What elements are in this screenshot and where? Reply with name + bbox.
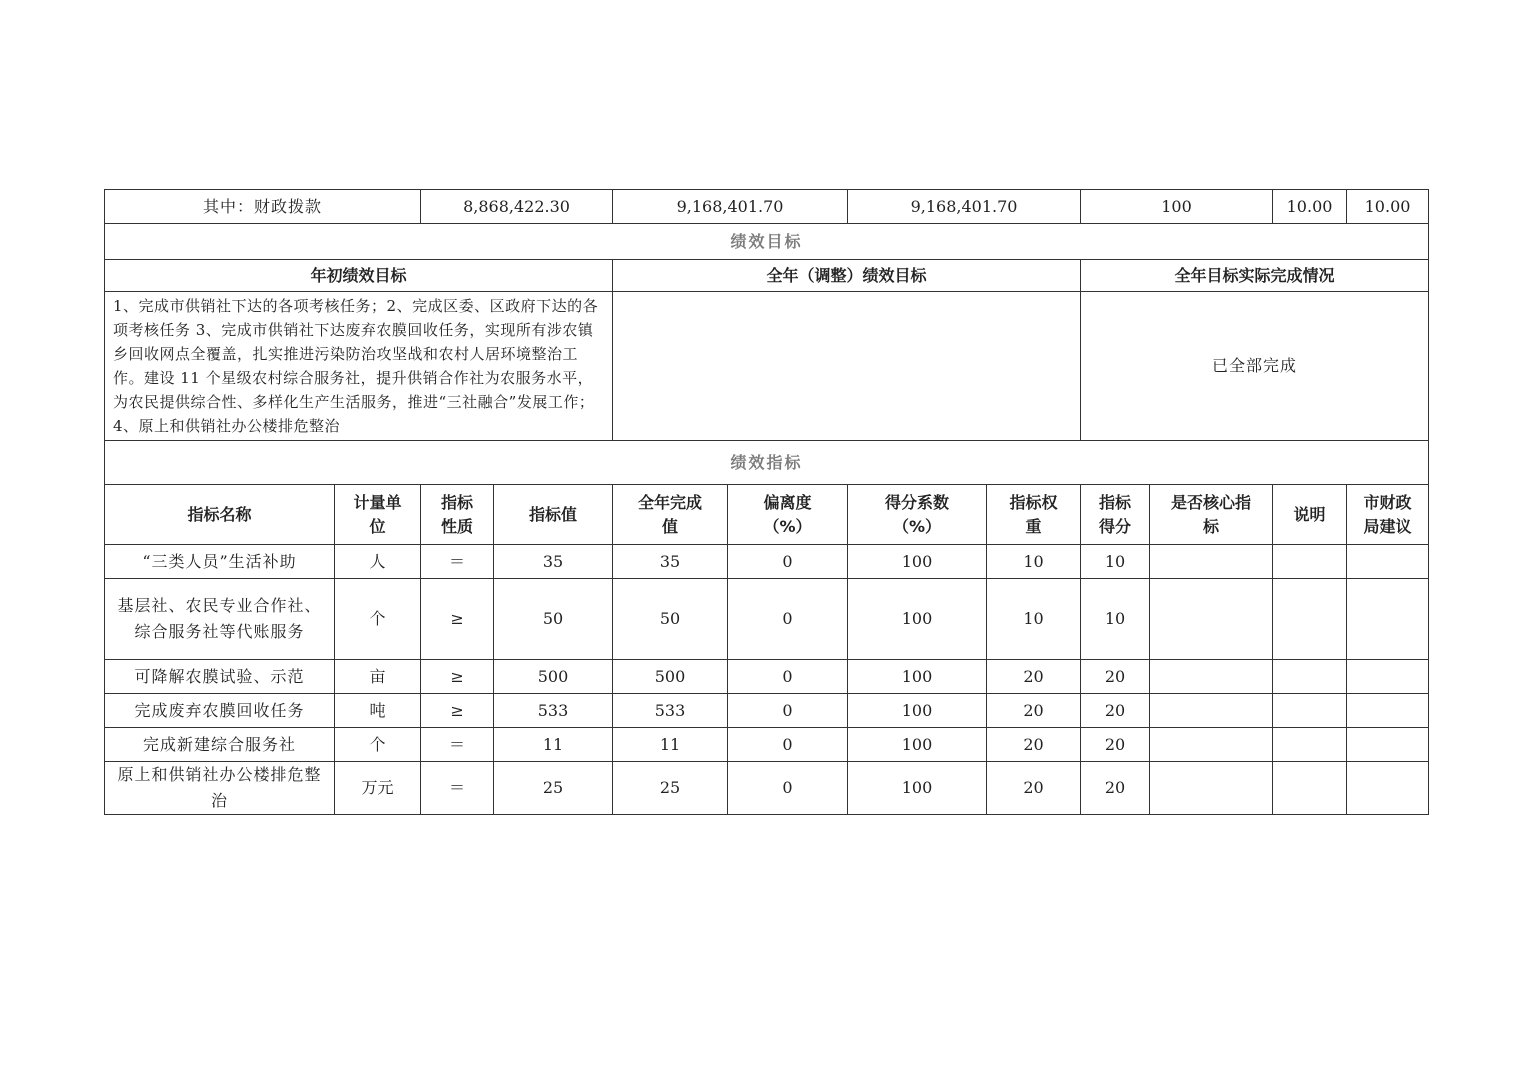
indicator-note xyxy=(1273,728,1347,762)
indicator-score: 10 xyxy=(1081,579,1150,660)
indicators-section-title: 绩效指标 xyxy=(105,441,1429,485)
indicator-name: 原上和供销社办公楼排危整治 xyxy=(105,762,335,815)
indicator-unit: 个 xyxy=(335,579,421,660)
performance-table xyxy=(104,189,1429,815)
indicator-core xyxy=(1150,762,1273,815)
indicator-nature: ≥ xyxy=(421,579,494,660)
indicator-header-row xyxy=(105,485,1429,545)
table-row xyxy=(105,762,1429,815)
header-suggest: 市财政 局建议 xyxy=(1347,485,1429,545)
indicator-name: 完成新建综合服务社 xyxy=(105,728,335,762)
indicator-nature: ≥ xyxy=(421,660,494,694)
indicator-unit: 个 xyxy=(335,728,421,762)
indicator-note xyxy=(1273,694,1347,728)
header-score-coef: 得分系数 （%） xyxy=(848,485,987,545)
indicator-coef: 100 xyxy=(848,545,987,579)
adjusted-goal-header: 全年（调整）绩效目标 xyxy=(613,260,1081,292)
indicator-name: “三类人员”生活补助 xyxy=(105,545,335,579)
header-annual-done: 全年完成 值 xyxy=(613,485,728,545)
indicator-suggest xyxy=(1347,694,1429,728)
initial-goal-text: 1、完成市供销社下达的各项考核任务；2、完成区委、区政府下达的各项考核任务 3、完成市供销社下达废弃农膜回收任务，实现所有涉农镇乡回收网点全覆盖，扎实推进污染防治攻坚战和农村人居环境整治工作。建设 11 个星级农村综合服务社，提升供销合作社为农服务水平，为农民提供综合性、多样化生产生活服务，推进“三社融合”发展工作；4、原上和供销社办公楼排危整治 xyxy=(105,292,613,441)
indicator-done: 35 xyxy=(613,545,728,579)
indicator-value: 11 xyxy=(494,728,613,762)
indicator-suggest xyxy=(1347,660,1429,694)
indicator-name: 完成废弃农膜回收任务 xyxy=(105,694,335,728)
indicator-score: 10 xyxy=(1081,545,1150,579)
initial-budget: 8,868,422.30 xyxy=(421,190,613,224)
indicator-weight: 20 xyxy=(987,728,1081,762)
indicator-deviation: 0 xyxy=(728,545,848,579)
header-note: 说明 xyxy=(1273,485,1347,545)
indicator-done: 50 xyxy=(613,579,728,660)
header-nature: 指标 性质 xyxy=(421,485,494,545)
indicator-weight: 10 xyxy=(987,579,1081,660)
execution-rate: 100 xyxy=(1081,190,1273,224)
indicator-core xyxy=(1150,728,1273,762)
adjusted-goal-text xyxy=(613,292,1081,441)
indicator-core xyxy=(1150,660,1273,694)
indicator-note xyxy=(1273,762,1347,815)
indicator-coef: 100 xyxy=(848,660,987,694)
indicator-weight: 20 xyxy=(987,762,1081,815)
indicator-weight: 20 xyxy=(987,694,1081,728)
indicator-value: 35 xyxy=(494,545,613,579)
indicator-note xyxy=(1273,579,1347,660)
indicator-note xyxy=(1273,545,1347,579)
indicator-core xyxy=(1150,694,1273,728)
indicator-note xyxy=(1273,660,1347,694)
indicator-coef: 100 xyxy=(848,579,987,660)
header-unit: 计量单 位 xyxy=(335,485,421,545)
table-row xyxy=(105,660,1429,694)
indicator-coef: 100 xyxy=(848,694,987,728)
indicator-nature: ＝ xyxy=(421,762,494,815)
header-value: 指标值 xyxy=(494,485,613,545)
header-core: 是否核心指 标 xyxy=(1150,485,1273,545)
initial-goal-header: 年初绩效目标 xyxy=(105,260,613,292)
indicator-deviation: 0 xyxy=(728,694,848,728)
indicator-unit: 人 xyxy=(335,545,421,579)
indicator-weight: 20 xyxy=(987,660,1081,694)
indicator-core xyxy=(1150,579,1273,660)
indicator-coef: 100 xyxy=(848,728,987,762)
indicator-weight: 10 xyxy=(987,545,1081,579)
actual-completion-text: 已全部完成 xyxy=(1081,292,1429,441)
indicator-deviation: 0 xyxy=(728,728,848,762)
header-indicator-name: 指标名称 xyxy=(105,485,335,545)
indicator-nature: ＝ xyxy=(421,545,494,579)
header-score: 指标 得分 xyxy=(1081,485,1150,545)
indicator-deviation: 0 xyxy=(728,762,848,815)
adjusted-budget: 9,168,401.70 xyxy=(613,190,848,224)
indicator-unit: 万元 xyxy=(335,762,421,815)
indicator-score: 20 xyxy=(1081,762,1150,815)
indicator-unit: 吨 xyxy=(335,694,421,728)
table-row xyxy=(105,545,1429,579)
funding-label: 其中：财政拨款 xyxy=(105,190,421,224)
indicator-value: 500 xyxy=(494,660,613,694)
indicator-deviation: 0 xyxy=(728,579,848,660)
indicator-suggest xyxy=(1347,545,1429,579)
header-weight: 指标权 重 xyxy=(987,485,1081,545)
indicator-score: 20 xyxy=(1081,660,1150,694)
table-row xyxy=(105,579,1429,660)
indicator-coef: 100 xyxy=(848,762,987,815)
actual-completion-header: 全年目标实际完成情况 xyxy=(1081,260,1429,292)
indicator-suggest xyxy=(1347,579,1429,660)
indicator-core xyxy=(1150,545,1273,579)
indicator-done: 25 xyxy=(613,762,728,815)
indicator-done: 533 xyxy=(613,694,728,728)
table-row xyxy=(105,728,1429,762)
indicator-nature: ＝ xyxy=(421,728,494,762)
indicator-deviation: 0 xyxy=(728,660,848,694)
indicator-suggest xyxy=(1347,728,1429,762)
indicator-name: 可降解农膜试验、示范 xyxy=(105,660,335,694)
indicator-done: 500 xyxy=(613,660,728,694)
indicator-value: 25 xyxy=(494,762,613,815)
header-deviation: 偏离度 （%） xyxy=(728,485,848,545)
indicator-value: 50 xyxy=(494,579,613,660)
funding-weight: 10.00 xyxy=(1273,190,1347,224)
funding-score: 10.00 xyxy=(1347,190,1429,224)
funding-row xyxy=(105,190,1429,224)
indicator-suggest xyxy=(1347,762,1429,815)
goals-section-title: 绩效目标 xyxy=(105,224,1429,260)
indicator-name: 基层社、农民专业合作社、综合服务社等代账服务 xyxy=(105,579,335,660)
indicator-score: 20 xyxy=(1081,694,1150,728)
indicator-unit: 亩 xyxy=(335,660,421,694)
indicator-nature: ≥ xyxy=(421,694,494,728)
executed-amount: 9,168,401.70 xyxy=(848,190,1081,224)
indicator-done: 11 xyxy=(613,728,728,762)
indicator-value: 533 xyxy=(494,694,613,728)
indicator-score: 20 xyxy=(1081,728,1150,762)
table-row xyxy=(105,694,1429,728)
